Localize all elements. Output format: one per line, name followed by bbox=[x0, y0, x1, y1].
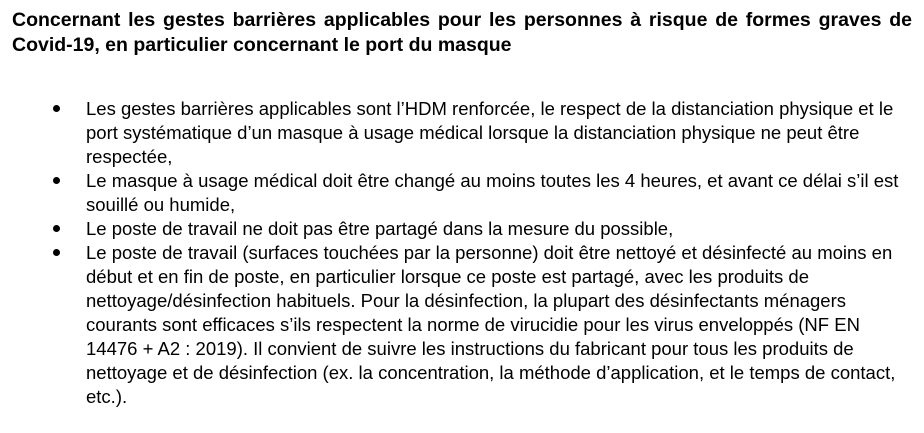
bullet-text: Le poste de travail (surfaces touchées par la personne) doit être nettoyé et désinfecté au moins en début et en fin de poste, en particulier lorsque ce poste est partagé, avec les produits de nettoyage/désinfection habituels. Pour la désinfection, la plupart des désinfectants ménagers courants sont efficaces s’ils respectent la norme de virucidie pour les virus enveloppés (NF EN 14476 + A2 : 2019). Il convient de suivre les instructions du fabricant pour tous les produits de nettoyage et de désinfection (ex. la concentration, la méthode d’application, et le temps de contact, etc.). bbox=[86, 242, 896, 407]
bullet-text: Le poste de travail ne doit pas être partagé dans la mesure du possible, bbox=[86, 218, 674, 239]
bullet-text: Les gestes barrières applicables sont l’HDM renforcée, le respect de la distanciation physique et le port systématique d’un masque à usage médical lorsque la distanciation physique ne peut être respectée, bbox=[86, 98, 894, 167]
bullet-item bbox=[46, 217, 906, 241]
bullet-dot-icon bbox=[53, 177, 60, 184]
bullet-item bbox=[46, 169, 906, 217]
section-heading: Concernant les gestes barrières applicables pour les personnes à risque de formes graves de Covid-19, en particulier concernant le port du masque bbox=[12, 9, 912, 56]
bullet-item bbox=[46, 241, 906, 409]
bullet-item bbox=[46, 97, 906, 169]
bullet-dot-icon bbox=[53, 225, 60, 232]
bullet-dot-icon bbox=[53, 105, 60, 112]
bullet-text: Le masque à usage médical doit être changé au moins toutes les 4 heures, et avant ce délai s’il est souillé ou humide, bbox=[86, 170, 899, 215]
bullet-dot-icon bbox=[53, 249, 60, 256]
bullet-list bbox=[46, 97, 906, 409]
